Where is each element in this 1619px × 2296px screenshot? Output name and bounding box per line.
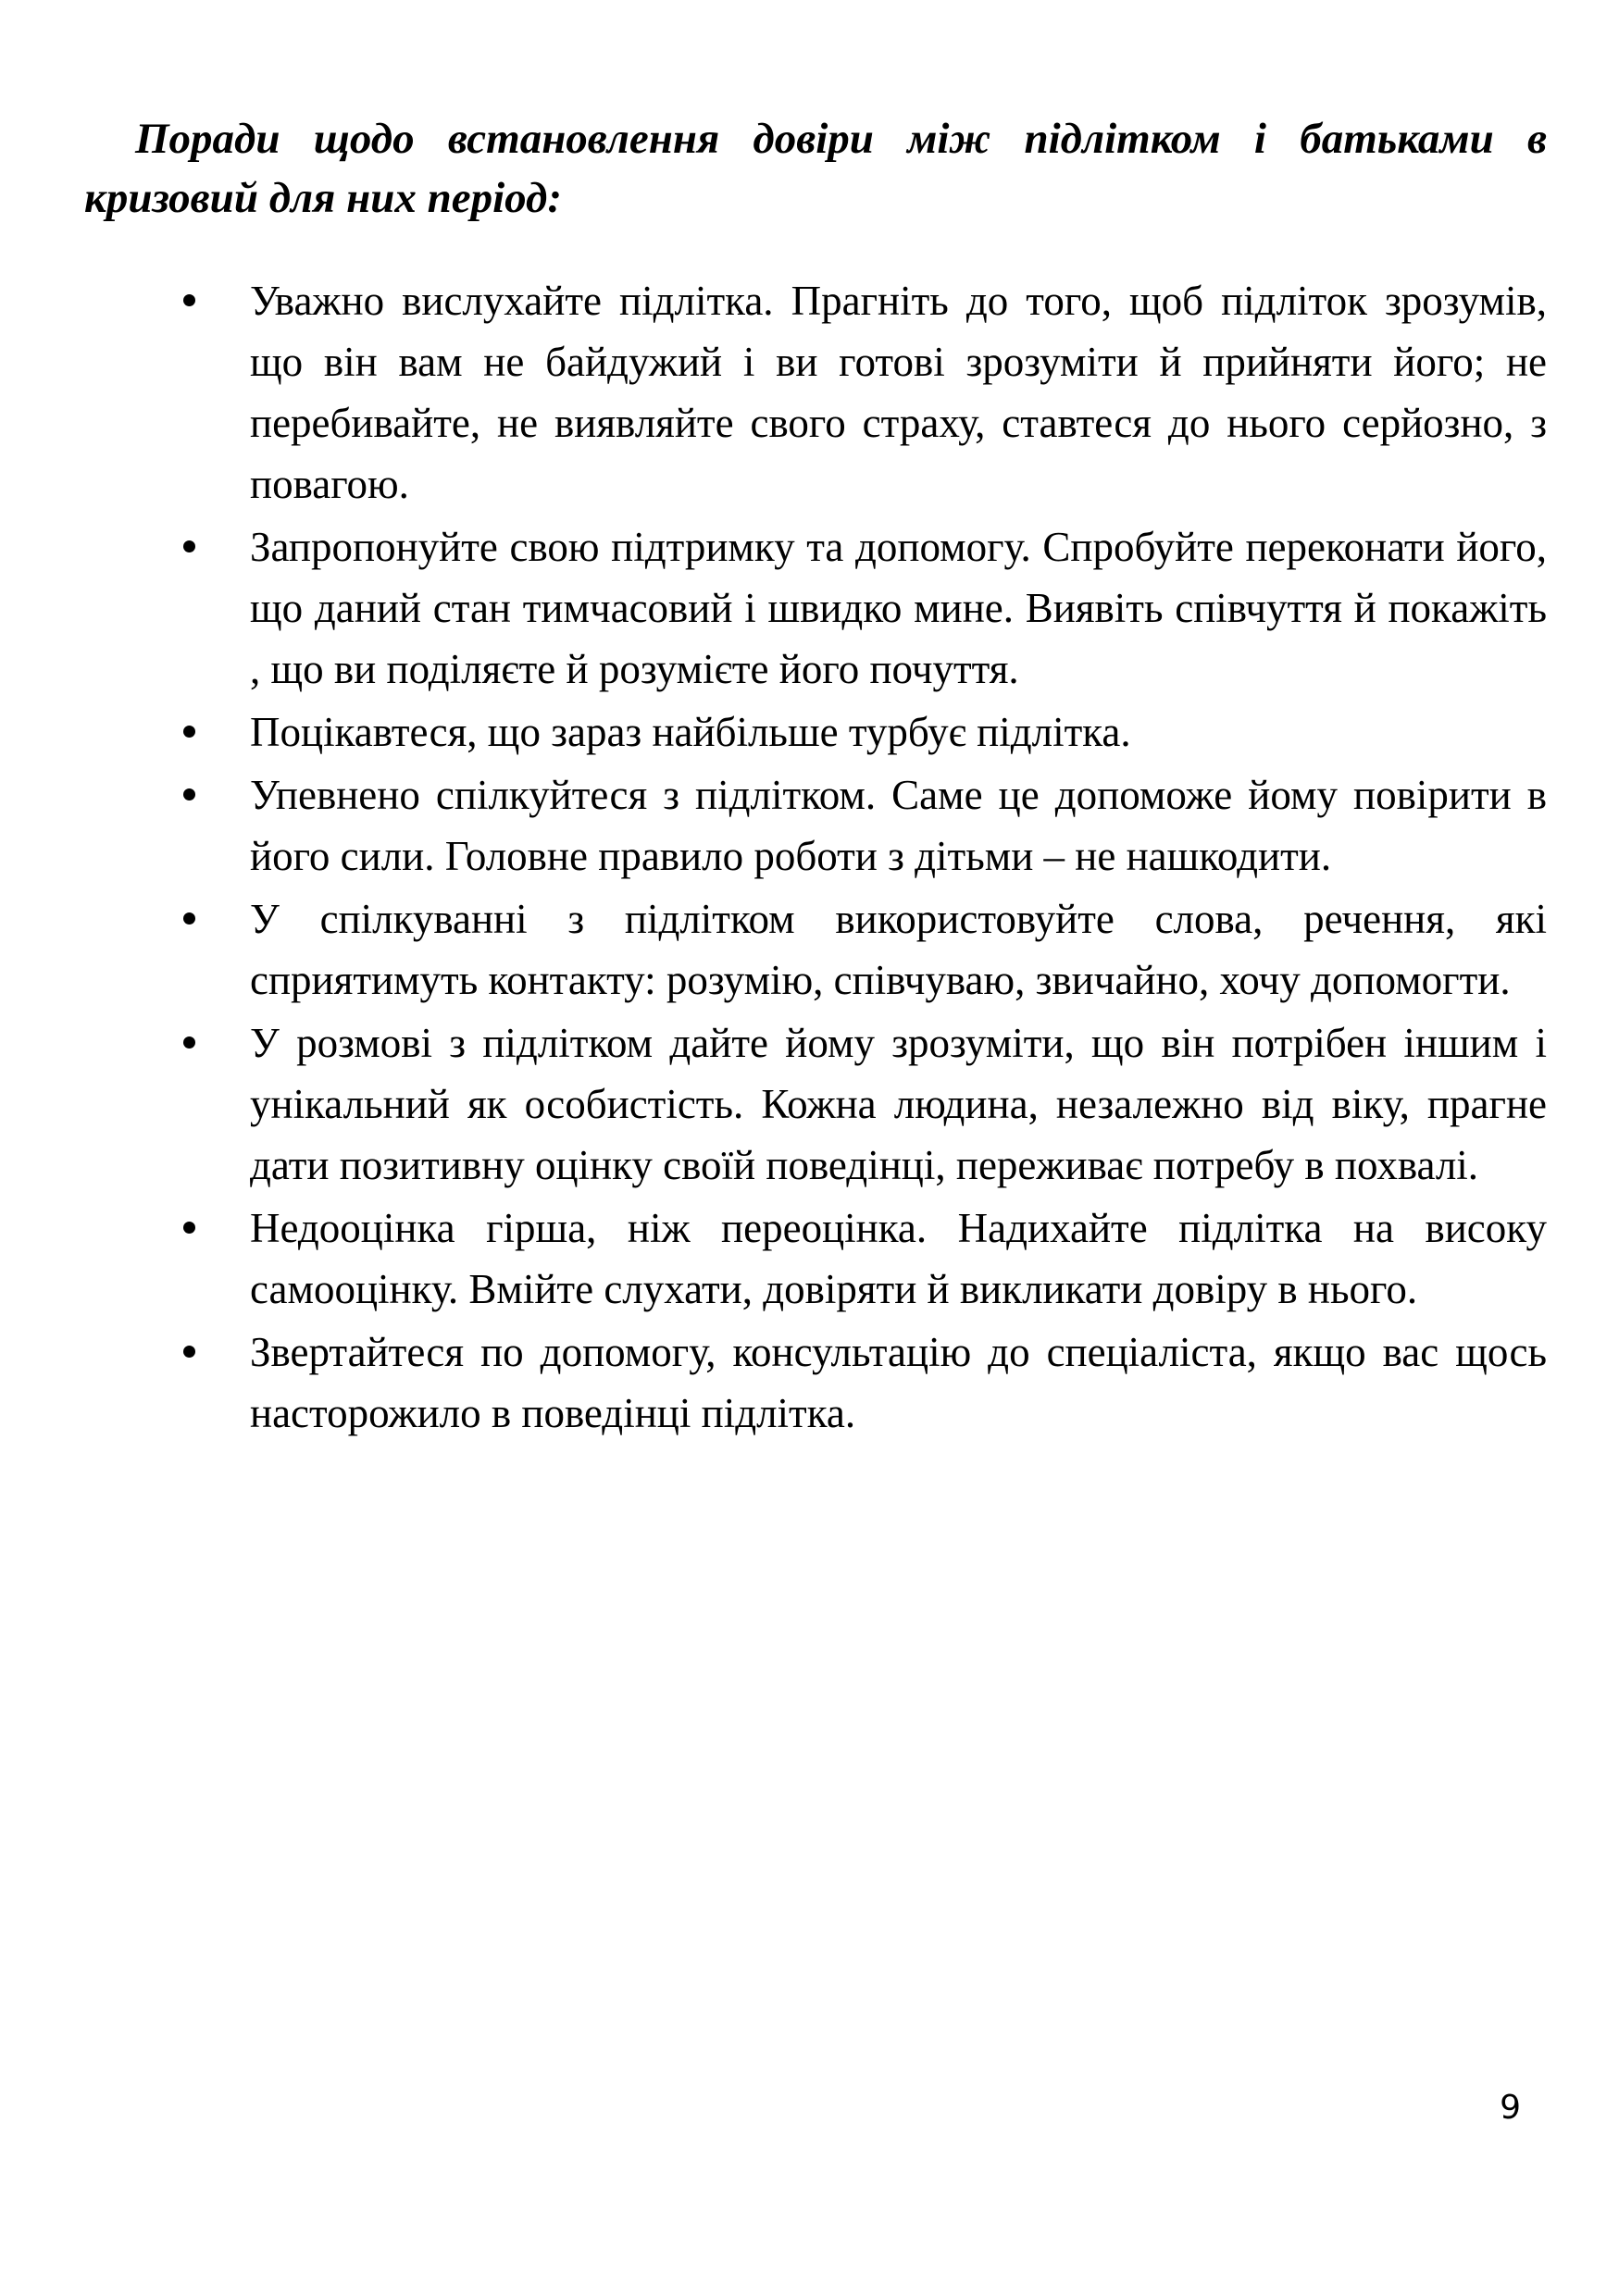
bullet-icon [183,1198,220,1259]
list-item [250,516,1547,700]
bullet-icon [183,1322,220,1383]
list-item [250,1198,1547,1320]
list-item [250,764,1547,887]
list-item-text: Поцікавтеся, що зараз найбільше турбує підлітка. [250,709,1131,755]
list-item-text: У спілкуванні з підлітком використовуйте слова, речення, які сприятимуть контакту: розумію, співчуваю, звичайно, хочу допомогти. [250,896,1547,1003]
bullet-icon [183,270,220,331]
page-number: 9 [1500,2089,1521,2127]
bullet-icon [183,764,220,825]
bullet-icon [183,701,220,763]
list-item [250,1012,1547,1196]
list-item-text: Недооцінка гірша, ніж переоцінка. Надихайте підлітка на високу самооцінку. Вмійте слухати, довіряти й викликати довіру в нього. [250,1205,1547,1312]
bullet-icon [183,516,220,577]
list-item [250,270,1547,515]
list-item [250,701,1547,763]
list-item [250,1322,1547,1444]
list-item-text: Уважно вислухайте підлітка. Прагніть до того, щоб підліток зрозумів, що він вам не байдужий і ви готові зрозуміти й прийняти його; не перебивайте, не виявляйте свого страху, ставтеся до нього серйозно, з повагою. [250,278,1547,507]
page-heading: Поради щодо встановлення довіри між підлітком і батьками в кризовий для них період: [84,115,1547,222]
list-item-text: У розмові з підлітком дайте йому зрозуміти, що він потрібен іншим і унікальний як особистість. Кожна людина, незалежно від віку, прагне дати позитивну оцінку своїй поведінці, переживає потребу в похвалі. [250,1020,1547,1188]
bullet-icon [183,888,220,949]
list-item-text: Звертайтеся по допомогу, консультацію до спеціаліста, якщо вас щось насторожило в поведінці підлітка. [250,1329,1547,1436]
list-item-text: Запропонуйте свою підтримку та допомогу. Спробуйте переконати його, що даний стан тимчасовий і швидко мине. Виявіть співчуття й покажіть , що ви поділяєте й розумієте його почуття. [250,524,1547,692]
advice-list [250,270,1547,1446]
bullet-icon [183,1012,220,1074]
list-item-text: Упевнено спілкуйтеся з підлітком. Саме це допоможе йому повірити в його сили. Головне правило роботи з дітьми – не нашкодити. [250,772,1547,879]
list-item [250,888,1547,1011]
